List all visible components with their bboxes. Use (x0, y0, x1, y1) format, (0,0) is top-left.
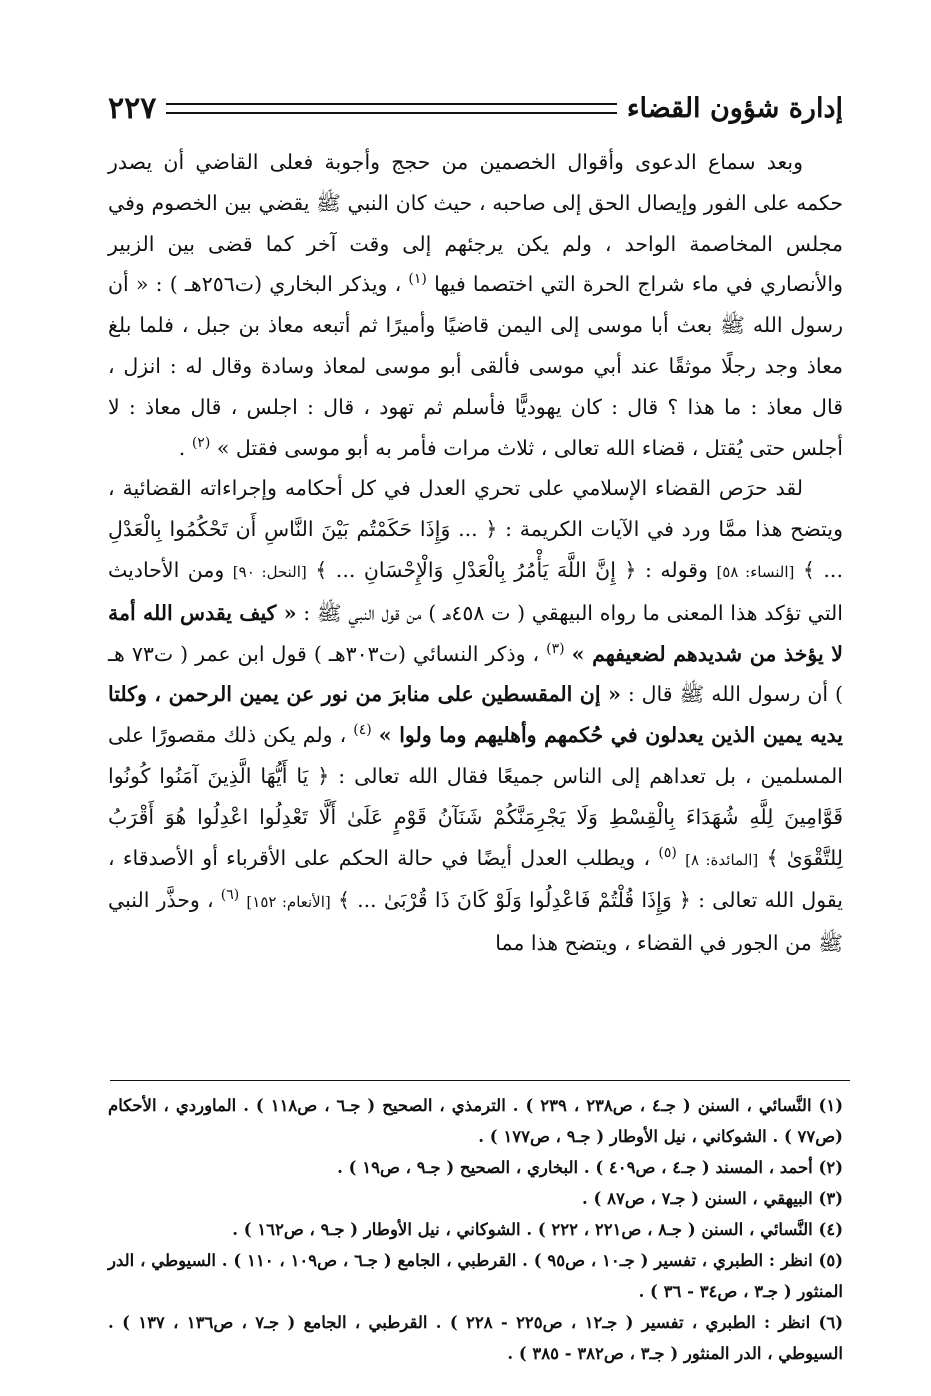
chapter-title: إدارة شؤون القضاء (626, 92, 843, 124)
footnote-3: (٣) البيهقي ، السنن ( جـ٧ ، ص٨٧ ) . (582, 1189, 843, 1208)
page-number: ٢٢٧ (108, 90, 157, 126)
quran-verse-1: ﴿ ... وَإِذَا حَكَمْتُم بَيْنَ النَّاسِ أَن تَحْكُمُوا بِالْعَدْلِ ... ﴾ (108, 517, 843, 582)
hadith-1: « كيف يقدس الله أمة لا يؤخذ من شديدهم لضعيفهم » (108, 600, 843, 666)
paragraph-2-general: ، ولم يكن ذلك مقصورًا على المسلمين ، بل تعداهم إلى الناس جميعًا فقال الله تعالى : (108, 723, 843, 788)
main-text (108, 142, 843, 964)
footnote-6: (٦) انظر : الطبري ، تفسير ( جـ١٢ ، ص٢٢٥ - ٢٢٨ ) . القرطبي ، الجامع ( جـ٧ ، ص١٣٦ ، ١٣٧ ) . السيوطي ، الدر المنثور ( جـ٣ ، ص٣٨٢ - ٣٨٥ ) . (108, 1313, 844, 1363)
paragraph-2-end: ، وحذَّر النبي ﷺ من الجور في القضاء ، ويتضح هذا مما (108, 888, 843, 956)
quran-verse-4: ﴿ وَإِذَا قُلْتُمْ فَاعْدِلُوا وَلَوْ كَانَ ذَا قُرْبَىٰ ... ﴾ (337, 888, 691, 913)
verse-ref-4: [الأنعام: ١٥٢] (246, 893, 331, 912)
quran-verse-2: ﴿ إِنَّ اللَّهَ يَأْمُرُ بِالْعَدْلِ وَالْإِحْسَانِ ... ﴾ (315, 557, 637, 582)
running-header (108, 88, 843, 128)
footnote-marker-4: (٤) (353, 722, 372, 739)
paragraph-1-text: وبعد سماع الدعوى وأقوال الخصمين من حجج وأجوبة فعلى القاضي أن يصدر حكمه على الفور وإيصال الحق إلى صاحبه ، حيث كان النبي ﷺ يقضي بين الخصوم وفي مجلس المخاصمة الواحد ، ولم يكن يرجئهم إلى وقت آخر كما قضى بين الزبير والأنصاري في ماء شراج الحرة التي اختصما فيها (108, 150, 843, 297)
footnote-marker-1: (١) (408, 271, 427, 288)
paragraph-2-intro: لقد حرَص القضاء الإسلامي على تحري العدل في كل أحكامه وإجراءاته القضائية ، ويتضح هذا ممَّا ورد في الآيات الكريمة : (108, 476, 843, 542)
quran-verse-3: ﴿ يَا أَيُّهَا الَّذِينَ آمَنُوا كُونُوا قَوَّامِينَ لِلَّهِ شُهَدَاءَ بِالْقِسْطِ وَلَا يَجْرِمَنَّكُمْ شَنَآنُ قَوْمٍ عَلَىٰ أَلَّا تَعْدِلُوا اعْدِلُوا هُوَ أَقْرَبُ لِلتَّقْوَىٰ ﴾ (108, 763, 843, 870)
paragraph-2-connector: وقوله : (644, 557, 708, 582)
paragraph-1-end: . (178, 435, 186, 460)
paragraph-1-hadith: ، ويذكر البخاري (ت٢٥٦هـ ) : « أن رسول الله ﷺ بعث أبا موسى إلى اليمن قاضيًا وأميرًا ثم أتبعه معاذ بن جبل ، فلما بلغ معاذ وجد رجلًا موثقًا عند أبي موسى فألقى أبو موسى لمعاذ وسادة وقال له : انزل ، قال معاذ : ما هذا ؟ قال : كان يهوديًّا فأسلم ثم تهود ، قال : اجلس ، قال معاذ : لا أجلس حتى يُقتل ، قضاء الله تعالى ، ثلاث مرات فأمر به أبو موسى فقتل » (108, 272, 843, 460)
paragraph-1 (108, 142, 843, 468)
footnote-divider (110, 1080, 850, 1081)
footnote-4: (٤) النَّسائي ، السنن ( جـ٨ ، ص٢٢١ ، ٢٢٢ ) . الشوكاني ، نيل الأوطار ( جـ٩ ، ص١٦٢ ) . (232, 1220, 843, 1239)
footnotes (108, 1090, 843, 1369)
verse-ref-3: [المائدة: ٨] (685, 850, 759, 869)
footnote-2: (٢) أحمد ، المسند ( جـ٤ ، ص٤٠٩ ) . البخاري ، الصحيح ( جـ٩ ، ص١٩ ) . (337, 1158, 843, 1177)
footnote-5: (٥) انظر : الطبري ، تفسير ( جـ١٠ ، ص٩٥ ) . القرطبي ، الجامع ( جـ٦ ، ص١٠٩ ، ١١٠ ) . السيوطي ، الدر المنثور ( جـ٣ ، ص٣٤ - ٣٦ ) . (108, 1251, 843, 1301)
footnote-1: (١) النَّسائي ، السنن ( جـ٤ ، ص٢٣٨ ، ٢٣٩ ) . الترمذي ، الصحيح ( جـ٦ ، ص١١٨ ) . الماوردي ، الأحكام (ص٧٧ ) . الشوكاني ، نيل الأوطار ( جـ٩ ، ص١٧٧ ) . (108, 1096, 843, 1146)
footnote-marker-2: (٢) (191, 434, 211, 451)
paragraph-2-nasai: ، وذكر النسائي (ت٣٠٣هـ ) قول ابن عمر ( ت٧٣ هـ ) أن رسول الله ﷺ قال : (108, 641, 843, 707)
footnote-marker-6: (٦) (220, 887, 240, 904)
paragraph-2-relatives: ، ويطلب العدل أيضًا في حالة الحكم على الأقرباء أو الأصدقاء ، يقول الله تعالى : (108, 845, 843, 913)
hadith-2: « إن المقسطين على منابرَ من نور عن يمين الرحمن ، وكلتا يديه يمين الذين يعدلون في حُكمهم وأهليهم وما ولوا » (108, 682, 843, 748)
footnote-marker-5: (٥) (658, 844, 677, 861)
verse-ref-1: [النساء: ٥٨] (716, 562, 795, 581)
paragraph-2-hadith-intro: ومن الأحاديث التي تؤكد هذا المعنى ما رواه البيهقي ( ت ٤٥٨هـ ) من قول النبي ﷺ : (108, 557, 843, 625)
footnote-marker-3: (٣) (546, 640, 565, 657)
verse-ref-2: [النحل: ٩٠] (232, 562, 307, 581)
paragraph-2 (108, 468, 843, 964)
header-double-rule (166, 103, 616, 114)
